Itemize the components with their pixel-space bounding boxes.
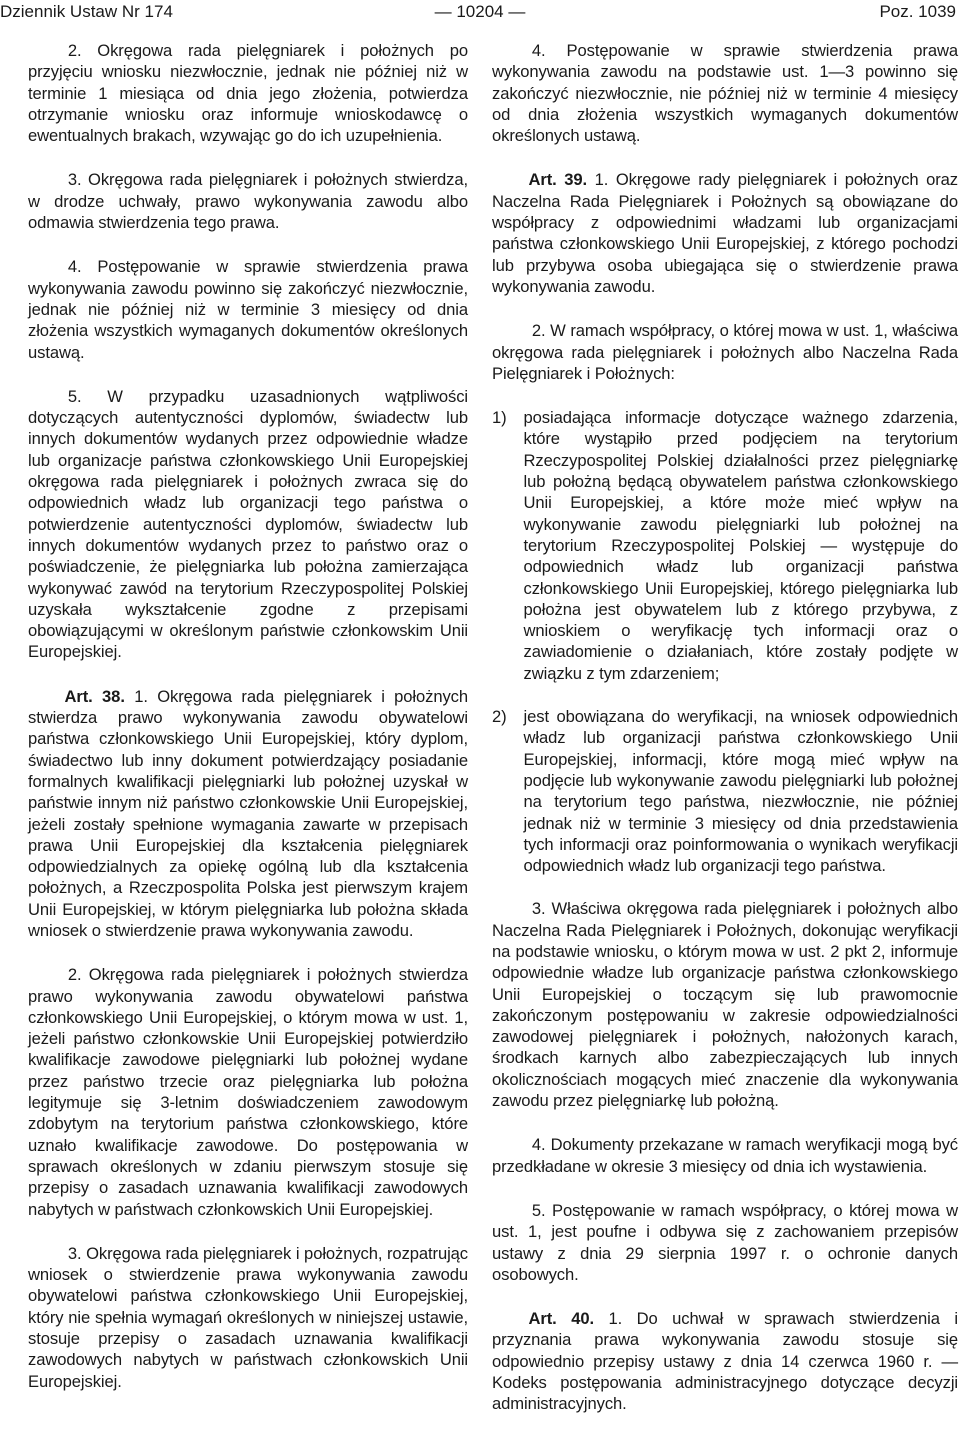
page-header [0, 0, 960, 26]
paragraph: 4. Postępowanie w sprawie stwierdzenia prawa wykonywania zawodu powinno się zakończyć niezwłocznie, jednak nie później niż w terminie 3 miesięcy od dnia złożenia wszystkich wymaganych dokumentów określonych ustawą. [28, 257, 468, 362]
paragraph: 2. W ramach współpracy, o której mowa w ust. 1, właściwa okręgowa rada pielęgniarek i położnych albo Naczelna Rada Pielęgniarek i Położnych: [492, 321, 958, 383]
article-38 [28, 686, 468, 942]
position-number: Poz. 1039 [879, 2, 956, 21]
article-label: Art. 38. [64, 686, 125, 706]
list-item [492, 407, 958, 684]
article-text: 1. Do uchwał w sprawach stwierdzenia i przyznania prawa wykonywania zawodu stosuje się odpowiednio przepisy ustawy z dnia 14 czerwca 1960 r. — Kodeks postępowania administracyjnego dotyczące decyzji administracyjnych. [492, 1309, 958, 1414]
article-40 [492, 1308, 958, 1414]
right-column [492, 40, 958, 1438]
paragraph: 4. Dokumenty przekazane w ramach weryfikacji mogą być przedkładane w okresie 3 miesięcy od dnia ich wystawienia. [492, 1135, 958, 1176]
paragraph: 3. Właściwa okręgowa rada pielęgniarek i położnych albo Naczelna Rada Pielęgniarek i Położnych, dokonując weryfikacji na podstawie wniosku, o którym mowa w ust. 2 pkt 2, informuje odpowiednie władze lub organizacje państwa członkowskiego Unii Europejskiej o toczącym się lub prawomocnie zakończonym postępowaniu w zakresie odpowiedzialności zawodowej pielęgniarek i położnych, nałożonych karach, środkach karnych albo zabezpieczających lub innych okolicznościach mogących mieć znaczenie dla wykonywania zawodu przez pielęgniarkę lub położną. [492, 899, 958, 1111]
article-text: 1. Okręgowe rady pielęgniarek i położnych oraz Naczelna Rada Pielęgniarek i Położnych są obowiązane do współpracy z odpowiednimi władzami lub organizacjami państwa członkowskiego Unii Europejskiej, z którego pochodzi lub przybywa osoba ubiegająca się o stwierdzenie prawa wykonywania zawodu. [492, 170, 958, 296]
page-number: — 10204 — [434, 2, 526, 21]
paragraph: 4. Postępowanie w sprawie stwierdzenia prawa wykonywania zawodu na podstawie ust. 1—3 powinno się zakończyć niezwłocznie, nie później niż w terminie 4 miesięcy od dnia złożenia wszystkich wymaganych dokumentów określonych ustawą. [492, 41, 958, 146]
paragraph: 2. Okręgowa rada pielęgniarek i położnych stwierdza prawo wykonywania zawodu obywatelowi państwa członkowskiego Unii Europejskiej, o którym mowa w ust. 1, jeżeli państwo członkowskie Unii Europejskiej potwierdziło kwalifikacje zawodowe pielęgniarki lub położnej wydane przez państwo trzecie oraz pielęgniarka lub położna legitymuje się 3-letnim doświadczeniem zawodowym zdobytym na terytorium państwa członkowskiego, które uznało kwalifikacje zawodowe. Do postępowania w sprawach określonych w zdaniu pierwszym stosuje się przepisy o zasadach uznawania kwalifikacji zawodowych nabytych w państwach członkowskich Unii Europejskiej. [28, 965, 468, 1219]
article-label: Art. 39. [528, 170, 588, 190]
paragraph: 5. W przypadku uzasadnionych wątpliwości dotyczących autentyczności dyplomów, świadectw lub innych dokumentów wydanych przez odpowiednie władze lub organizacje państwa członkowskiego Unii Europejskiej okręgowa rada pielęgniarek i położnych zwraca się do odpowiednich władz lub organizacji tego państwa o potwierdzenie autentyczności dyplomów, świadectw lub innych dokumentów wydanych przez to państwo oraz o poświadczenie, że pielęgniarka lub położna zamierzająca wykonywać zawód na terytorium Rzeczypospolitej Polskiej uzyskała wykształcenie zgodne z przepisami obowiązującymi w określonym państwie członkowskim Unii Europejskiej. [28, 386, 468, 662]
article-39 [492, 169, 958, 297]
article-text: 1. Okręgowa rada pielęgniarek i położnych stwierdza prawo wykonywania zawodu obywatelowi państwa członkowskiego Unii Europejskiej, który dyplom, świadectwo lub inny dokument potwierdzający posiadanie formalnych kwalifikacji pielęgniarki lub położnej uzyskał w państwie innym niż państwo członkowskie Unii Europejskiej, jeżeli zostały spełnione wymagania zawarte w przepisach prawa Unii Europejskiej dla kształcenia pielęgniarek odpowiedzialnych za opiekę ogólną lub dla kształcenia położnych, a Rzeczpospolita Polska jest pierwszym krajem Unii Europejskiej, w którym pielęgniarka lub położna składa wniosek o stwierdzenie prawa wykonywania zawodu. [28, 686, 468, 940]
article-label: Art. 40. [528, 1309, 594, 1329]
list-item [492, 706, 958, 876]
list-item-number: 1) [492, 408, 507, 428]
list-item-text: jest obowiązana do weryfikacji, na wniosek odpowiednich władz lub organizacji państwa członkowskiego Unii Europejskiej, informacji, które mogą mieć wpływ na podjęcie lub wykonywanie zawodu pielęgniarki lub położnej na terytorium tego państwa, niezwłocznie, nie później jednak niż w terminie 3 miesięcy od dnia przedstawienia tych informacji oraz poinformowania o wynikach weryfikacji odpowiednich władz lub organizacji tego państwa. [523, 707, 958, 876]
list-item-text: posiadająca informacje dotyczące ważnego zdarzenia, które wystąpiło przed podjęciem na terytorium Rzeczypospolitej Polskiej działalności przez pielęgniarkę lub położną będącą obywatelem państwa członkowskiego Unii Europejskiej, a które może mieć wpływ na wykonywanie zawodu pielęgniarki lub położnej na terytorium Rzeczypospolitej Polskiej — występuje do odpowiednich władz lub organizacji państwa członkowskiego Unii Europejskiej, którego pielęgniarka lub położna jest obywatelem lub z którego przybywa, z wnioskiem o weryfikację tych informacji oraz o zawiadomienie o działaniach, które zostały podjęte w związku z tym zdarzeniem; [523, 408, 958, 683]
paragraph: 2. Okręgowa rada pielęgniarek i położnych po przyjęciu wniosku niezwłocznie, jednak nie później niż w terminie 1 miesiąca od dnia jego złożenia, potwierdza otrzymanie wniosku oraz informuje wnioskodawcę o ewentualnych brakach, wzywając go do ich uzupełnienia. [28, 41, 468, 146]
left-column [28, 40, 468, 1415]
paragraph: 5. Postępowanie w ramach współpracy, o której mowa w ust. 1, jest poufne i odbywa się z zachowaniem przepisów ustawy z dnia 29 sierpnia 1997 r. o ochronie danych osobowych. [492, 1200, 958, 1284]
list-item-number: 2) [492, 707, 507, 727]
paragraph: 3. Okręgowa rada pielęgniarek i położnych stwierdza, w drodze uchwały, prawo wykonywania zawodu albo odmawia stwierdzenia tego prawa. [28, 170, 468, 233]
journal-title: Dziennik Ustaw Nr 174 [0, 2, 173, 21]
paragraph: 3. Okręgowa rada pielęgniarek i położnych, rozpatrując wniosek o stwierdzenie prawa wykonywania zawodu obywatelowi państwa członkowskiego Unii Europejskiej, który nie spełnia wymagań określonych w niniejszej ustawie, stosuje przepisy o zasadach uznawania kwalifikacji zawodowych nabytych w państwach członkowskich Unii Europejskiej. [28, 1243, 468, 1391]
